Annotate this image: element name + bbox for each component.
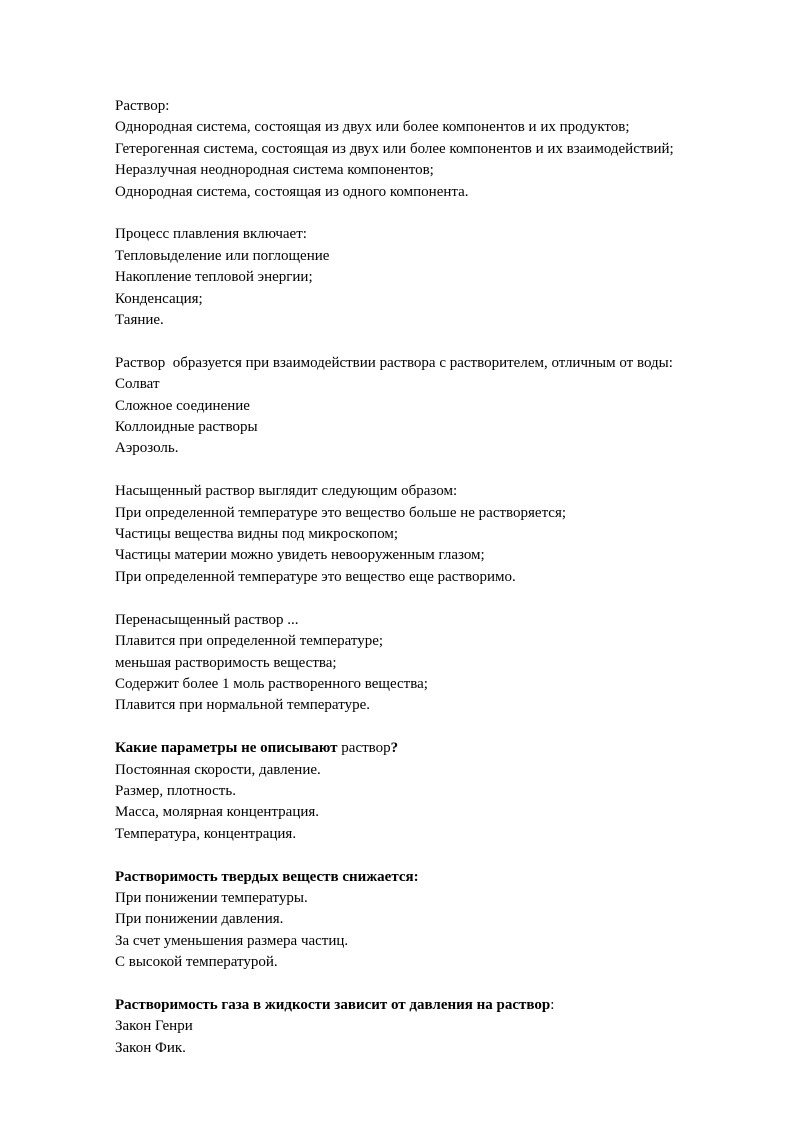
answer-option: Частицы вещества видны под микроскопом; (115, 526, 399, 543)
question-block (115, 481, 765, 588)
answer-option: Солват (115, 376, 160, 393)
question-text: Раствор образуется при взаимодействии раствора с растворителем, отличным от воды: (115, 354, 673, 371)
question-block (115, 738, 765, 845)
answer-option: Температура, концентрация. (115, 825, 297, 842)
question-text (115, 738, 765, 759)
answer-option: Аэрозоль. (115, 440, 179, 457)
answer-option: Плавится при нормальной температуре. (115, 697, 370, 714)
question-mark: ? (390, 740, 399, 757)
answer-option: При понижении давления. (115, 911, 284, 928)
answer-option: Размер, плотность. (115, 782, 236, 799)
answer-option: Таяние. (115, 312, 164, 329)
answer-option: Гетерогенная система, состоящая из двух или более компонентов и их взаимодействий; (115, 140, 674, 157)
question-text: Раствор: (115, 98, 170, 114)
answer-option: Постоянная скорости, давление. (115, 761, 321, 778)
answer-option: меньшая растворимость вещества; (115, 654, 337, 671)
answer-option: Коллоидные растворы (115, 419, 258, 436)
question-bold-part: Какие параметры не описывают (115, 740, 338, 757)
answer-option: Конденсация; (115, 290, 203, 307)
answer-option: Масса, молярная концентрация. (115, 804, 320, 821)
question-block (115, 610, 765, 717)
question-text: Процесс плавления включает: (115, 226, 307, 243)
question-block (115, 995, 765, 1059)
answer-option: Частицы материи можно увидеть невооруженным глазом; (115, 547, 485, 564)
answer-option: Однородная система, состоящая из двух или более компонентов и их продуктов; (115, 119, 630, 136)
question-block (115, 867, 765, 974)
answer-option: Плавится при определенной температуре; (115, 633, 384, 650)
question-text: Растворимость твердых веществ снижается: (115, 868, 419, 885)
question-block (115, 353, 765, 460)
question-bold-part: Растворимость газа в жидкости зависит от давления на раствор (115, 996, 551, 1013)
answer-option: За счет уменьшения размера частиц. (115, 932, 349, 949)
answer-option: При определенной температуре это вещество больше не растворяется; (115, 504, 567, 521)
document-page (115, 96, 765, 1081)
answer-option: При определенной температуре это вещество еще растворимо. (115, 568, 516, 585)
answer-option: Неразлучная неоднородная система компонентов; (115, 162, 434, 179)
answer-option: При понижении температуры. (115, 889, 308, 906)
question-block (115, 96, 765, 203)
answer-option: Однородная система, состоящая из одного компонента. (115, 183, 469, 200)
question-text (115, 995, 765, 1016)
question-text: Насыщенный раствор выглядит следующим образом: (115, 483, 458, 500)
question-block (115, 224, 765, 331)
question-colon: : (550, 996, 555, 1013)
answer-option: Тепловыделение или поглощение (115, 247, 330, 264)
answer-option: Сложное соединение (115, 397, 250, 414)
answer-option: С высокой температурой. (115, 954, 278, 971)
answer-option: Закон Генри (115, 1018, 193, 1035)
answer-option: Накопление тепловой энергии; (115, 269, 313, 286)
answer-option: Содержит более 1 моль растворенного вещества; (115, 675, 428, 692)
answer-option: Закон Фик. (115, 1039, 186, 1056)
question-normal-part: раствор (337, 740, 391, 757)
question-text: Перенасыщенный раствор ... (115, 611, 299, 628)
